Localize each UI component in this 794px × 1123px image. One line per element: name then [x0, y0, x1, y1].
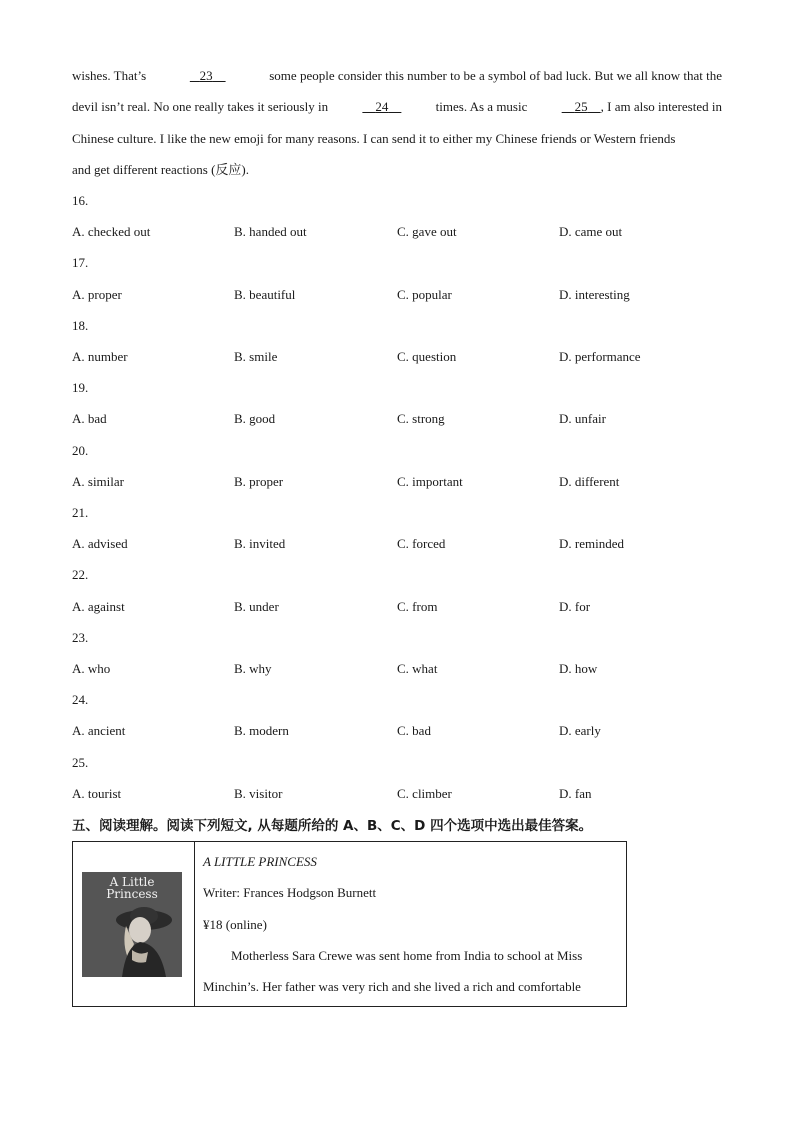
option-row: [72, 598, 722, 616]
question-number: 20.: [72, 443, 89, 458]
passage-tail: 25 , I am also interested in: [562, 97, 722, 117]
option-a[interactable]: A. tourist: [72, 786, 122, 801]
passage-text: times. As a music: [435, 99, 528, 114]
option-a[interactable]: A. checked out: [72, 224, 151, 239]
question-number: 23.: [72, 630, 89, 645]
book-price: ¥18 (online): [203, 917, 267, 932]
option-row: [72, 410, 722, 428]
option-d[interactable]: D. interesting: [559, 287, 630, 302]
book-info-table: [72, 841, 627, 1007]
passage-text: some people consider this number to be a symbol of bad luck. But we all know that the: [269, 68, 722, 83]
section-heading: 五、阅读理解。阅读下列短文, 从每题所给的 A、B、C、D 四个选项中选出最佳答案。: [72, 818, 593, 834]
option-c[interactable]: C. question: [397, 349, 457, 364]
option-row: [72, 660, 722, 678]
option-b[interactable]: B. beautiful: [234, 287, 296, 302]
option-c[interactable]: C. popular: [397, 287, 452, 302]
option-a[interactable]: A. bad: [72, 411, 107, 426]
option-d[interactable]: D. for: [559, 599, 591, 614]
book-title: A LITTLE PRINCESS: [203, 854, 317, 869]
option-c[interactable]: C. important: [397, 474, 463, 489]
question-number: 17.: [72, 255, 89, 270]
option-a[interactable]: A. ancient: [72, 723, 126, 738]
option-b[interactable]: B. under: [234, 599, 279, 614]
option-c[interactable]: C. gave out: [397, 224, 457, 239]
option-c[interactable]: C. forced: [397, 536, 446, 551]
option-c[interactable]: C. bad: [397, 723, 431, 738]
question-number: 21.: [72, 505, 89, 520]
passage-text: and get different reactions (反应).: [72, 162, 249, 177]
option-c[interactable]: C. what: [397, 661, 438, 676]
option-a[interactable]: A. similar: [72, 474, 124, 489]
passage-text: Chinese culture. I like the new emoji for many reasons. I can send it to either my Chinese friends or Western friends: [72, 131, 676, 146]
option-b[interactable]: B. smile: [234, 349, 278, 364]
option-row: [72, 348, 722, 366]
option-b[interactable]: B. invited: [234, 536, 286, 551]
option-a[interactable]: A. number: [72, 349, 128, 364]
question-number: 19.: [72, 380, 89, 395]
blank-23: 23: [199, 68, 213, 83]
option-a[interactable]: A. proper: [72, 287, 122, 302]
option-d[interactable]: D. how: [559, 661, 598, 676]
passage-text: devil isn’t real. No one really takes it seriously in: [72, 99, 329, 114]
passage-line-2: [72, 97, 722, 117]
question-number: 24.: [72, 692, 89, 707]
blank-25: 25: [574, 99, 588, 114]
option-b[interactable]: B. proper: [234, 474, 284, 489]
question-number: 22.: [72, 567, 89, 582]
option-row: [72, 223, 722, 241]
option-d[interactable]: D. different: [559, 474, 620, 489]
passage-line-3: [72, 129, 722, 149]
passage-line-1: [72, 66, 722, 86]
question-number: 16.: [72, 193, 89, 208]
option-c[interactable]: C. from: [397, 599, 438, 614]
option-b[interactable]: B. handed out: [234, 224, 307, 239]
book-description-line: Minchin’s. Her father was very rich and she lived a rich and comfortable: [203, 979, 581, 994]
passage-text: wishes. That’s: [72, 68, 147, 83]
question-number: 18.: [72, 318, 89, 333]
question-number: 25.: [72, 755, 89, 770]
option-c[interactable]: C. climber: [397, 786, 452, 801]
option-d[interactable]: D. reminded: [559, 536, 624, 551]
book-writer: Writer: Frances Hodgson Burnett: [203, 885, 377, 900]
table-divider: [194, 842, 195, 1006]
book-description-line: Motherless Sara Crewe was sent home from India to school at Miss: [231, 948, 583, 963]
option-b[interactable]: B. good: [234, 411, 276, 426]
option-d[interactable]: D. performance: [559, 349, 641, 364]
option-d[interactable]: D. unfair: [559, 411, 606, 426]
option-a[interactable]: A. against: [72, 599, 125, 614]
blank-24: 24: [375, 99, 389, 114]
option-b[interactable]: B. visitor: [234, 786, 283, 801]
option-b[interactable]: B. why: [234, 661, 272, 676]
option-b[interactable]: B. modern: [234, 723, 289, 738]
option-d[interactable]: D. early: [559, 723, 601, 738]
book-cover-image: [82, 872, 182, 977]
option-row: [72, 473, 722, 491]
option-row: [72, 286, 722, 304]
option-row: [72, 535, 722, 553]
option-c[interactable]: C. strong: [397, 411, 445, 426]
option-row: [72, 722, 722, 740]
passage-line-4: [72, 160, 722, 180]
option-a[interactable]: A. who: [72, 661, 111, 676]
option-d[interactable]: D. fan: [559, 786, 592, 801]
option-a[interactable]: A. advised: [72, 536, 128, 551]
cover-title: A Little Princess: [106, 875, 158, 901]
option-d[interactable]: D. came out: [559, 224, 623, 239]
option-row: [72, 785, 722, 803]
